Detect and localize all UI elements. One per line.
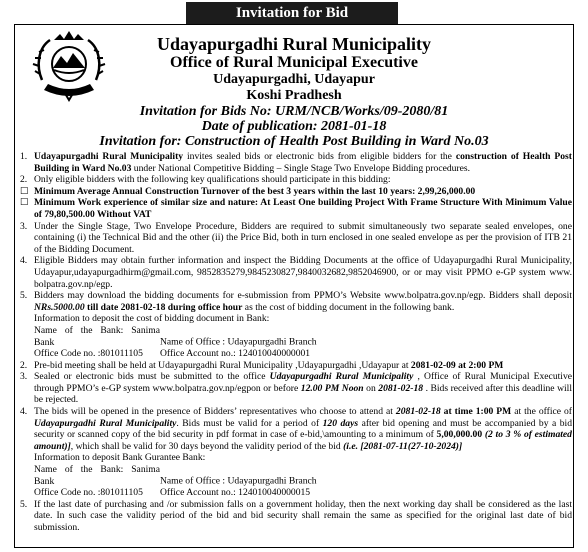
notice-body (20, 151, 572, 534)
qualification-experience: ☐ Minimum Work experience of similar size and nature: At Least One building Project With Frame Structure With Minimum Value of 79,80,500.00 Without VAT (20, 197, 572, 220)
org-name: Udayapurgadhi Rural Municipality (156, 34, 432, 54)
list-item: 4. The bids will be opened in the presence of Bidders’ representatives who choose to attend at 2081-02-18 at time 1:00 PM at the office of Udayapurgadhi Rural Municipality. Bids must be valid for a period of 120 days after bid opening and must be accompanied by a bid security or scanned copy of the bid security in pdf format in case of e-bid,\amounting to a minimum of 5,00,000.00 (2 to 3 % of estimated amount)], which shall be valid for 30 days beyond the validity period of the bid (i.e. [2081-07-11(27-10-2024)] (20, 406, 573, 452)
publication-date: Date of publication: 2081-01-18 (201, 119, 387, 134)
list-item: 1. Udayapurgadhi Rural Municipality invites sealed bids or electronic bids from eligible bidders for the construction of Health Post Building in Ward No.03 under National Competitive Bidding – Single Stage Two Envelope Bidding procedures. (20, 151, 572, 174)
office-name: Office of Rural Municipal Executive (170, 54, 418, 71)
notice-banner: Invitation for Bid (186, 2, 398, 24)
list-item: 4. Eligible Bidders may obtain further information and inspect the Bidding Documents at the office of Udayapurgadhi Rural Municipality, Udayapur,udayapurgadhirm@gmail.com, 9852835279,9845230827,9840032682,9852046900, or or may visit PPMO e-GP system www. bolpatra.gov.np/egp. (20, 255, 572, 290)
qualification-turnover: ☐ Minimum Average Annual Construction Turnover of the best 3 years within the last 10 years: 2,99,26,000.00 (20, 185, 476, 197)
list-item: 3. Sealed or electronic bids must be submitted to the office Udayapurgadhi Rural Municipality , Office of Rural Municipal Executive through PPMO’s e-GP system www.bolpatra.gov.np/egpon or before 12.00 PM Noon on 2081-02-18 . Bids received after this deadline will be rejected. (20, 371, 573, 406)
bid-number: Invitation for Bids No: URM/NCB/Works/09-2080/81 (139, 104, 449, 119)
list-item: 3. Under the Single Stage, Two Envelope Procedure, Bidders are required to submit simultaneously two separate sealed envelopes, one containing (i) the Technical Bid and the other (ii) the Price Bid, both in turn enclosed in one sealed envelope as per the provision of ITB 21 of the Bidding Document. (20, 220, 572, 255)
office-location: Udayapurgadhi, Udayapur (213, 72, 375, 87)
list-item: 5. Bidders may download the bidding documents for e-submission from PPMO’s Website www.bolpatra.gov.np/egp. Bidders shall deposit NRs.5000.00 till date 2081-02-18 during office hour as the cost of bidding document in the following bank. (20, 290, 572, 313)
list-item: 2. Pre-bid meeting shall be held at Udayapurgadhi Rural Municipality ,Udayapurgadhi ,Udayapur at 2081-02-09 at 2:00 PM (20, 359, 504, 371)
checkbox-icon: ☐ (20, 197, 29, 209)
bank-info-document: Information to deposit the cost of bidding document in Bank: Name of the Bank: Sanima Bank Name of Office : Udayapurgadhi Branch Office Code no. :801011105 Office Account no.: 124010040000001 (34, 313, 317, 360)
bank-info-guarantee: Information to deposit Bank Gurantee Bank: Name of the Bank: Sanima Bank Name of Office : Udayapurgadhi Branch Office Code no. :801011105 Office Account no.: 124010040000015 (34, 452, 317, 499)
list-item: 2. Only eligible bidders with the following key qualifications should participate in this bidding: (20, 174, 391, 186)
checkbox-icon: ☐ (20, 185, 29, 197)
bid-subject: Invitation for: Construction of Health Post Building in Ward No.03 (99, 134, 489, 149)
province-name: Koshi Pradhesh (246, 88, 342, 103)
list-item: 5. If the last date of purchasing and /or submission falls on a government holiday, then the next working day shall be considered as the last date. In such case the validity period of the bid and bid security shall remain the same as specified for the original last date of bid submission. (20, 498, 572, 533)
